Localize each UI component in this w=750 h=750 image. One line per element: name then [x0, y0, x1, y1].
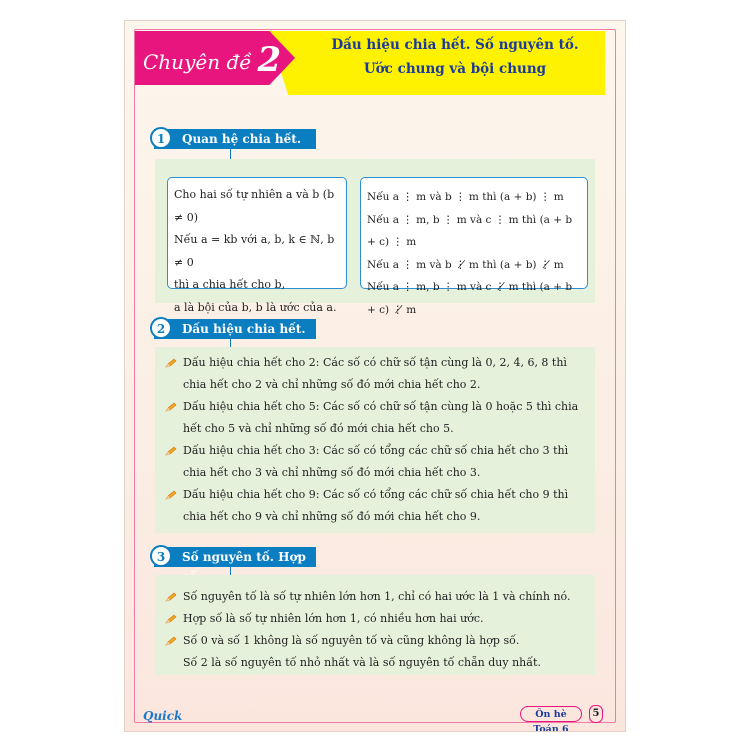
- section-1-panel: [155, 159, 595, 316]
- section-1-title: Quan hệ chia hết.: [182, 132, 302, 146]
- list-item: Số nguyên tố là số tự nhiên lớn hơn 1, chỉ có hai ước là 1 và chính nó.: [165, 586, 585, 608]
- definition-line: thì a chia hết cho b,: [174, 278, 286, 291]
- chapter-subtitle-line2: Ước chung và bội chung: [363, 61, 547, 77]
- section-2-connector: [230, 339, 231, 347]
- list-item: Dấu hiệu chia hết cho 9: Các số có tổng các chữ số chia hết cho 9 thì chia hết cho 9 và chỉ những số đó mới chia hết cho 9.: [165, 484, 585, 528]
- pencil-icon: [165, 402, 177, 412]
- list-item: Dấu hiệu chia hết cho 2: Các số có chữ số tận cùng là 0, 2, 4, 6, 8 thì chia hết cho 2 và chỉ những số đó mới chia hết cho 2.: [165, 352, 585, 396]
- pencil-icon: [165, 358, 177, 368]
- section-3-connector: [230, 567, 231, 575]
- definition-line: Nếu a = kb với a, b, k ∈ ℕ, b ≠ 0: [174, 233, 335, 269]
- section-3-list: [165, 586, 585, 674]
- section-2-number: 2: [150, 317, 172, 339]
- section-1-connector: [230, 149, 231, 159]
- publisher-logo: Quick: [143, 709, 183, 723]
- section-2-title: Dấu hiệu chia hết.: [182, 322, 306, 336]
- definition-line: Cho hai số tự nhiên a và b (b ≠ 0): [174, 188, 335, 224]
- pencil-icon: [165, 592, 177, 602]
- section-1-number: 1: [150, 127, 172, 149]
- property-line: Nếu a ⋮ m và b ⋮̸ m thì (a + b) ⋮̸ m: [367, 258, 564, 271]
- chapter-number: 2: [257, 40, 282, 80]
- list-item: Số 0 và số 1 không là số nguyên tố và cũng không là hợp số.: [165, 630, 585, 652]
- pencil-icon: [165, 490, 177, 500]
- list-item: Dấu hiệu chia hết cho 5: Các số có chữ số tận cùng là 0 hoặc 5 thì chia hết cho 5 và chỉ những số đó mới chia hết cho 5.: [165, 396, 585, 440]
- section-3-title: Số nguyên tố. Hợp: [182, 550, 306, 564]
- book-title-badge: Ôn hè Toán 6: [520, 706, 582, 722]
- property-line: Nếu a ⋮ m, b ⋮ m và c ⋮ m thì (a + b + c) ⋮ m: [367, 213, 573, 248]
- chapter-title: [143, 31, 281, 85]
- page-number: 5: [589, 705, 603, 723]
- pencil-icon: [165, 446, 177, 456]
- chapter-subtitle-line1: Dấu hiệu chia hết. Số nguyên tố.: [331, 37, 579, 53]
- definition-line: a là bội của b, b là ước của a.: [174, 300, 337, 314]
- pencil-icon: [165, 636, 177, 646]
- section-1-header: [154, 129, 316, 149]
- definition-box: [167, 177, 347, 314]
- pencil-icon: [165, 614, 177, 624]
- list-item: Hợp số là số tự nhiên lớn hơn 1, có nhiều hơn hai ước.: [165, 608, 585, 630]
- list-item: Dấu hiệu chia hết cho 3: Các số có tổng các chữ số chia hết cho 3 thì chia hết cho 3 và chỉ những số đó mới chia hết cho 3.: [165, 440, 585, 484]
- section-2-list: [165, 352, 585, 528]
- chapter-label: Chuyên đề: [143, 50, 252, 74]
- book-page: [124, 20, 626, 732]
- property-line: Nếu a ⋮ m và b ⋮ m thì (a + b) ⋮ m: [367, 191, 564, 203]
- list-note: Số 2 là số nguyên tố nhỏ nhất và là số nguyên tố chẵn duy nhất.: [183, 656, 541, 669]
- property-line: Nếu a ⋮ m, b ⋮ m và c ⋮̸ m thì (a + b + c) ⋮̸ m: [367, 281, 573, 316]
- section-3-header: [154, 547, 316, 567]
- properties-box: [360, 177, 588, 316]
- section-3-number: 3: [150, 545, 172, 567]
- section-2-header: [154, 319, 316, 339]
